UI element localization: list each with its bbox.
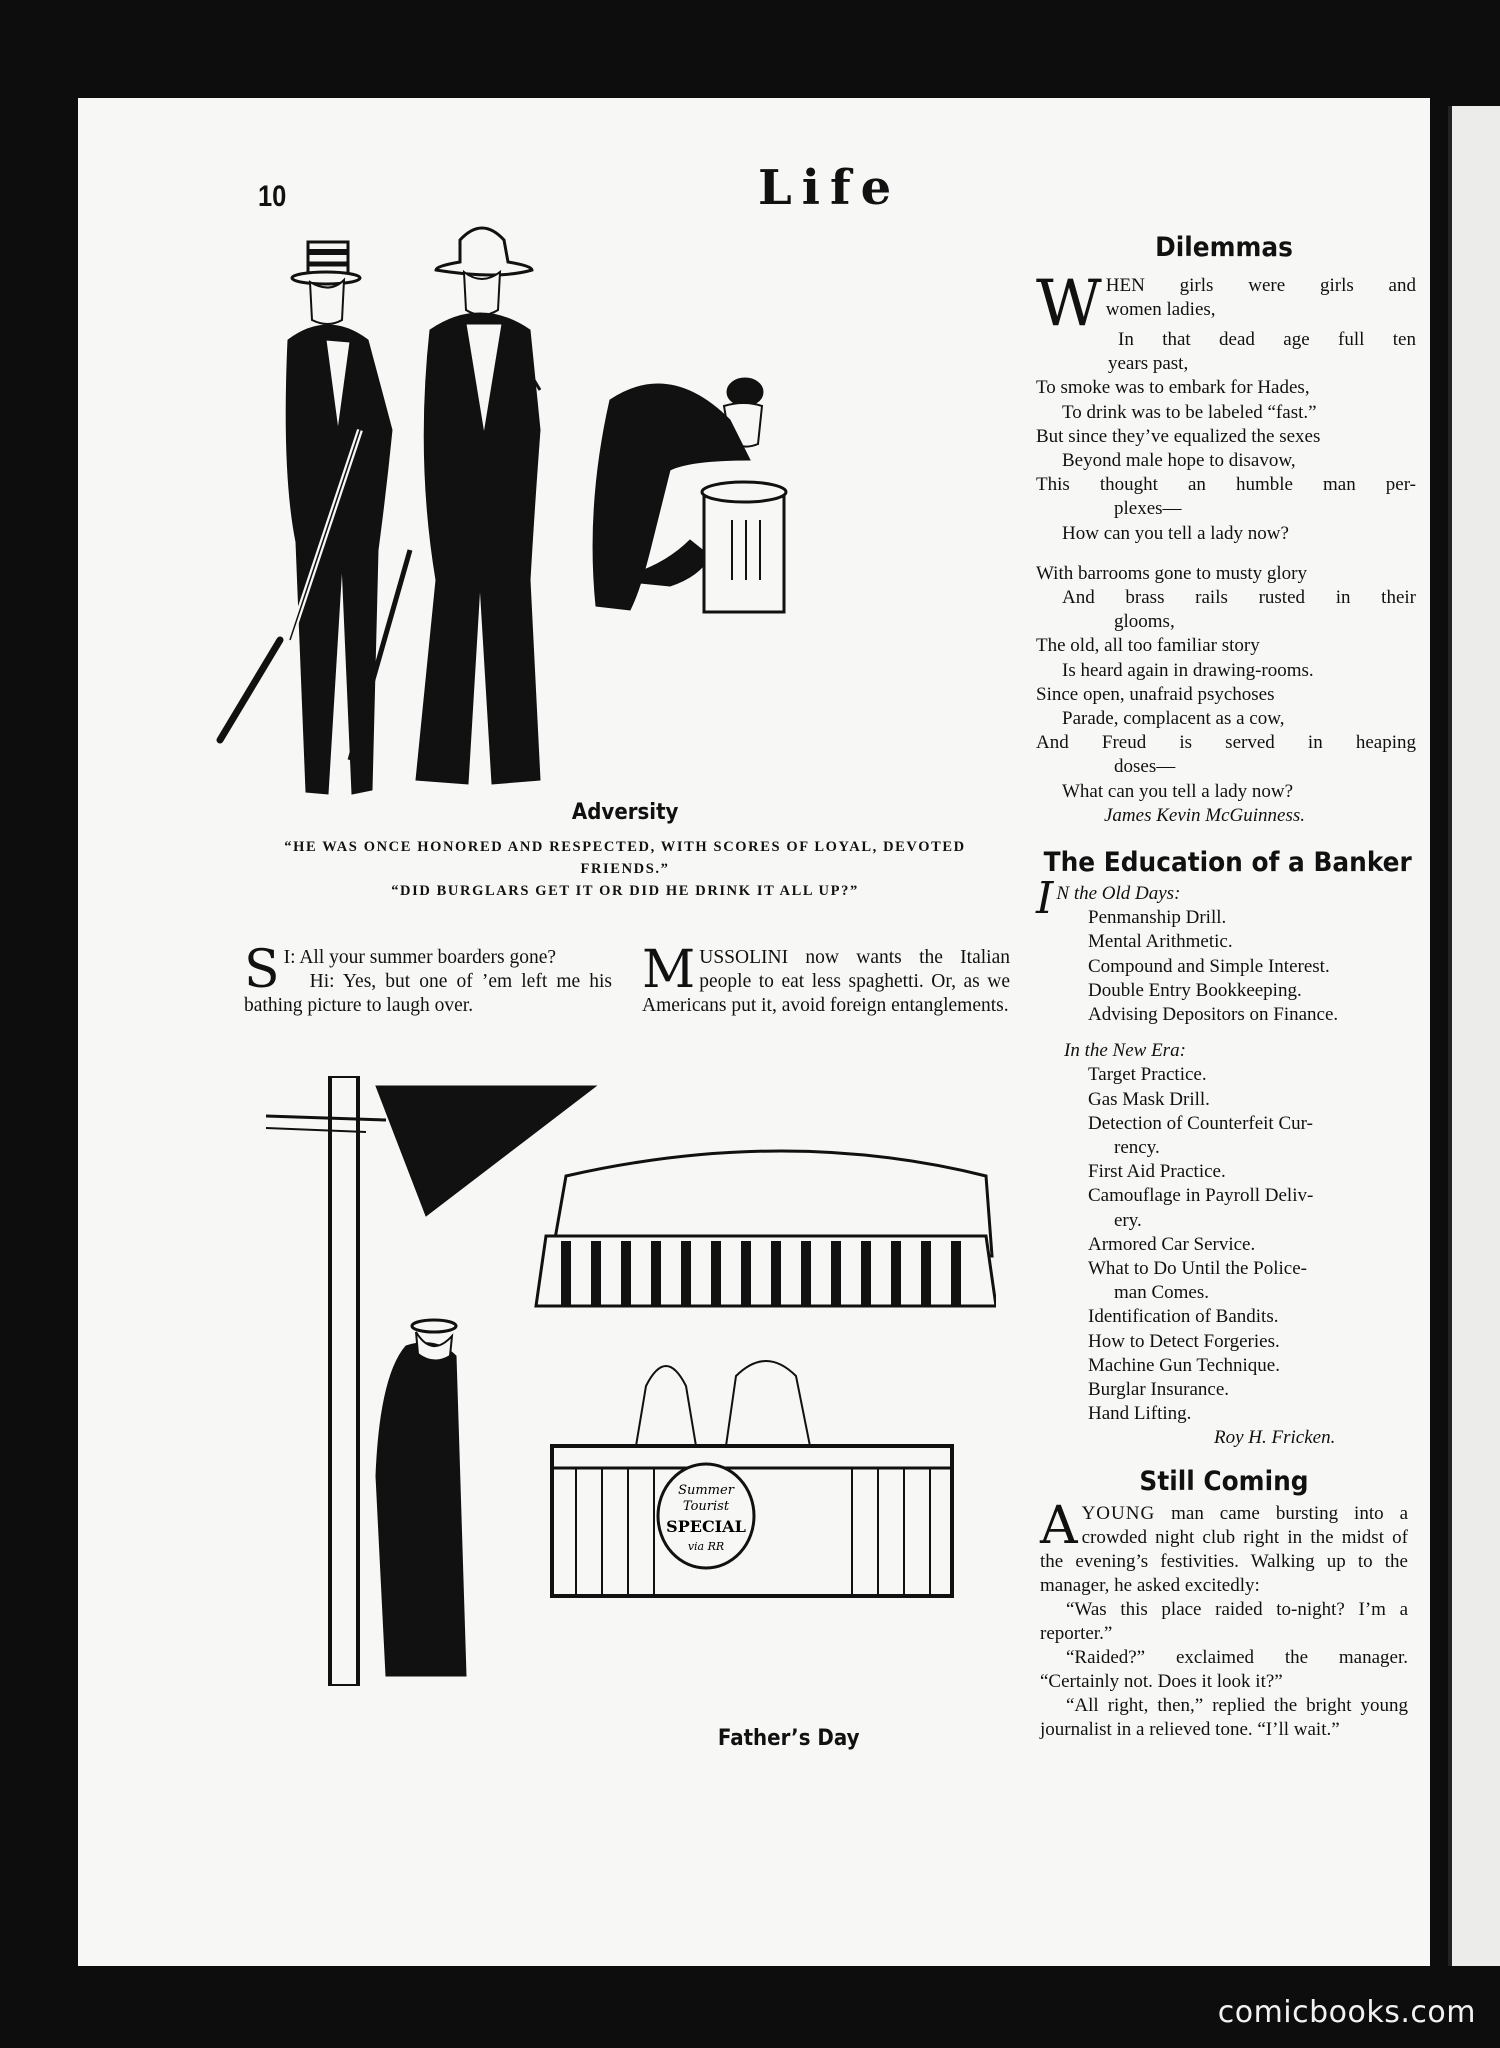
list-item: man Comes.	[1114, 1282, 1209, 1304]
list-item: Mental Arithmetic.	[1088, 931, 1233, 953]
adversity-caption-line-1: “HE WAS ONCE HONORED AND RESPECTED, WITH SCORES OF LOYAL, DEVOTED FRIENDS.”	[284, 839, 966, 877]
poem-line: Is heard again in drawing-rooms.	[1062, 659, 1314, 681]
still-coming-p4: “All right, then,” replied the bright young journalist in a relieved tone. “I’ll wait.”	[1040, 1695, 1408, 1740]
joke-mussolini-text: USSOLINI now wants the Italian people to eat less spaghetti. Or, as we Americans put it, avoid foreign entanglements.	[642, 947, 1010, 1016]
list-item: Advising Depositors on Finance.	[1088, 1004, 1339, 1026]
joke-mussolini-dropcap: M	[642, 940, 696, 1000]
still-coming-smallcaps: YOUNG	[1081, 1503, 1156, 1524]
dilemmas-author: James Kevin McGuinness.	[1104, 804, 1306, 826]
banker-title: The Education of a Banker	[1043, 847, 1412, 878]
dilemmas-title: Dilemmas	[1155, 232, 1293, 263]
list-item: Identification of Bandits.	[1088, 1306, 1279, 1328]
joke-si-line-2: Hi: Yes, but one of ’em left me his bathing picture to laugh over.	[244, 971, 612, 1016]
list-item: How to Detect Forgeries.	[1088, 1330, 1280, 1352]
page-number: 10	[258, 180, 287, 213]
poem-line: To smoke was to embark for Hades,	[1036, 377, 1310, 399]
adversity-illustration	[210, 220, 1000, 800]
dilemmas-poem	[1036, 267, 1416, 828]
poem-line: This thought an humble man per-	[1036, 474, 1416, 496]
poem-line: And Freud is served in heaping	[1036, 732, 1416, 754]
poem-line: doses—	[1114, 756, 1176, 778]
banker-new-era-label: In the New Era:	[1064, 1040, 1186, 1062]
still-coming-dropcap: A	[1040, 1496, 1078, 1556]
fathers-day-illustration	[266, 1076, 996, 1686]
train-sign-line-4: via RR	[687, 1540, 725, 1553]
list-item: Double Entry Bookkeeping.	[1088, 979, 1302, 1001]
list-item: Target Practice.	[1088, 1064, 1207, 1086]
joke-si-line-1: I: All your summer boarders gone?	[283, 947, 557, 968]
masthead: Life	[758, 160, 902, 216]
still-coming-story	[1040, 1496, 1408, 1742]
next-page-edge	[1452, 106, 1500, 1966]
still-coming-title: Still Coming	[1139, 1466, 1309, 1497]
list-item: ery.	[1114, 1209, 1142, 1231]
joke-mussolini	[642, 940, 1010, 1018]
poem-line: HEN girls were girls and	[1105, 275, 1416, 296]
poem-line: To drink was to be labeled “fast.”	[1062, 401, 1317, 423]
list-item: Hand Lifting.	[1088, 1403, 1192, 1425]
list-item: What to Do Until the Police-	[1088, 1258, 1307, 1280]
list-item: Gas Mask Drill.	[1088, 1088, 1210, 1110]
fathers-day-title: Father’s Day	[717, 1726, 860, 1751]
poem-line: The old, all too familiar story	[1036, 635, 1260, 657]
still-coming-p2: “Was this place raided to-night? I’m a reporter.”	[1040, 1599, 1408, 1644]
poem-line: What can you tell a lady now?	[1062, 780, 1294, 802]
poem-line: years past,	[1108, 353, 1189, 375]
poem-line: Parade, complacent as a cow,	[1062, 708, 1285, 730]
banker-dropcap: I	[1036, 873, 1054, 924]
poem-line: But since they’ve equalized the sexes	[1036, 425, 1321, 447]
site-watermark: comicbooks.com	[1217, 1995, 1476, 2030]
list-item: Burglar Insurance.	[1088, 1379, 1230, 1401]
poem-line: plexes—	[1114, 498, 1182, 520]
adversity-caption	[240, 836, 1010, 902]
poem-line: How can you tell a lady now?	[1062, 522, 1289, 544]
train-sign-line-2: Tourist	[682, 1499, 730, 1514]
list-item: Compound and Simple Interest.	[1088, 955, 1330, 977]
joke-si-hi	[244, 940, 612, 1018]
poem-line: And brass rails rusted in their	[1062, 587, 1416, 609]
still-coming-p1: man came bursting into a crowded night club right in the midst of the evening’s festivities. Walking up to the manager, he asked excitedly:	[1040, 1503, 1408, 1596]
poem-line: With barrooms gone to musty glory	[1036, 562, 1308, 584]
poem-line: Since open, unafraid psychoses	[1036, 683, 1275, 705]
still-coming-p3: “Raided?” exclaimed the manager. “Certainly not. Does it look it?”	[1040, 1647, 1408, 1692]
banker-old-days-label: N the Old Days:	[1056, 883, 1181, 904]
train-sign-line-1: Summer	[678, 1483, 734, 1498]
adversity-title: Adversity	[571, 800, 679, 825]
banker-author: Roy H. Fricken.	[1214, 1427, 1336, 1449]
banker-list	[1036, 873, 1416, 1451]
train-sign-line-3: SPECIAL	[666, 1517, 746, 1536]
list-item: Detection of Counterfeit Cur-	[1088, 1112, 1313, 1134]
list-item: Camouflage in Payroll Deliv-	[1088, 1185, 1314, 1207]
figure-bowler-hat	[593, 378, 786, 612]
dilemmas-dropcap: W	[1036, 267, 1102, 341]
adversity-caption-line-2: “DID BURGLARS GET IT OR DID HE DRINK IT ALL UP?”	[391, 883, 859, 899]
poem-line: women ladies,	[1105, 299, 1216, 321]
poem-line: glooms,	[1114, 611, 1175, 633]
poem-line: In that dead age full ten	[1118, 329, 1416, 350]
list-item: Machine Gun Technique.	[1088, 1354, 1280, 1376]
list-item: rency.	[1114, 1137, 1160, 1159]
poem-line: Beyond male hope to disavow,	[1062, 450, 1296, 472]
list-item: Penmanship Drill.	[1088, 907, 1227, 929]
joke-si-dropcap: S	[244, 940, 280, 1000]
list-item: First Aid Practice.	[1088, 1161, 1226, 1183]
list-item: Armored Car Service.	[1088, 1233, 1256, 1255]
